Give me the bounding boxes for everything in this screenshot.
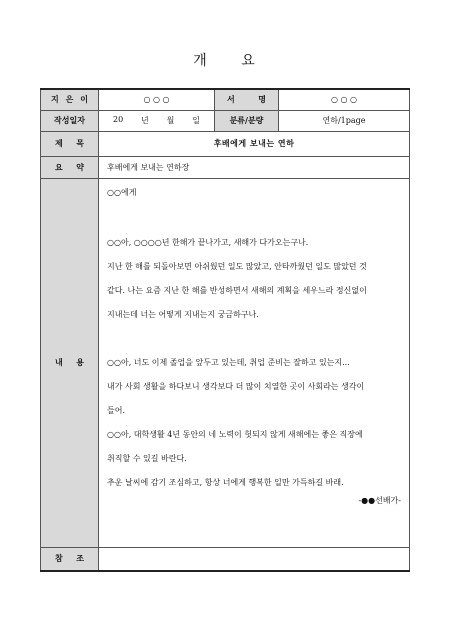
subject-label: 제 목 bbox=[41, 131, 99, 156]
letter-line: ○○아, 너도 이제 졸업을 앞두고 있는데, 취업 준비는 잘하고 있는지... bbox=[107, 357, 350, 367]
reference-label: 참 조 bbox=[41, 547, 99, 571]
letter-line bbox=[107, 327, 401, 351]
letter-line: 취직할 수 있길 바란다. bbox=[107, 453, 187, 463]
letter-line: 들어. bbox=[107, 405, 125, 415]
letter-line: 추운 날씨에 감기 조심하고, 항상 너에게 행복한 일만 가득하길 바래. bbox=[107, 477, 344, 487]
letter-line: 지내는데 너는 어떻게 지내는지 궁금하구나. bbox=[107, 309, 259, 319]
date-day-unit: 일 bbox=[192, 116, 200, 125]
author-value: ○ ○ ○ bbox=[99, 89, 215, 110]
sign-label: 서 명 bbox=[215, 89, 279, 110]
sign-value: ○ ○ ○ bbox=[279, 89, 410, 110]
letter-line: ○○아, ○○○○년 한해가 끝나가고, 새해가 다가오는구나. bbox=[107, 237, 309, 247]
date-year: 20 bbox=[113, 115, 124, 124]
letter-line: 내가 사회 생활을 하다보니 생각보다 더 많이 치열한 곳이 사회라는 생각이 bbox=[107, 381, 365, 391]
letter-line: 지난 한 해를 되돌아보면 아쉬웠던 일도 많았고, 안타까웠던 일도 많았던 것 bbox=[107, 261, 367, 271]
letter-body bbox=[99, 178, 410, 547]
letter-line: ○○아, 대학생활 4년 동안의 네 노력이 헛되지 않게 새해에는 좋은 직장에 bbox=[107, 429, 363, 439]
date-label: 작성일자 bbox=[41, 110, 99, 131]
reference-value bbox=[99, 547, 410, 571]
page-title: 개 요 bbox=[193, 53, 257, 69]
content-label: 내 용 bbox=[41, 178, 99, 547]
letter-line: 같다. 나는 요즘 지난 한 해를 반성하면서 새해의 계획을 세우느라 정신없이 bbox=[107, 285, 367, 295]
summary-label: 요 약 bbox=[41, 156, 99, 178]
category-label: 분류/분량 bbox=[215, 110, 279, 131]
date-month-unit: 월 bbox=[166, 116, 175, 125]
author-label: 지 은 이 bbox=[41, 89, 99, 110]
summary-value: 후배에게 보내는 연하장 bbox=[99, 156, 410, 178]
overview-form bbox=[40, 88, 410, 572]
letter-greeting: ○○에게 bbox=[107, 187, 137, 197]
category-value: 연하/1page bbox=[279, 110, 410, 131]
date-value bbox=[99, 110, 215, 131]
letter-signature: -●●선배가- bbox=[358, 495, 401, 505]
date-year-unit: 년 bbox=[141, 116, 149, 125]
subject-value: 후배에게 보내는 연하 bbox=[99, 131, 410, 156]
